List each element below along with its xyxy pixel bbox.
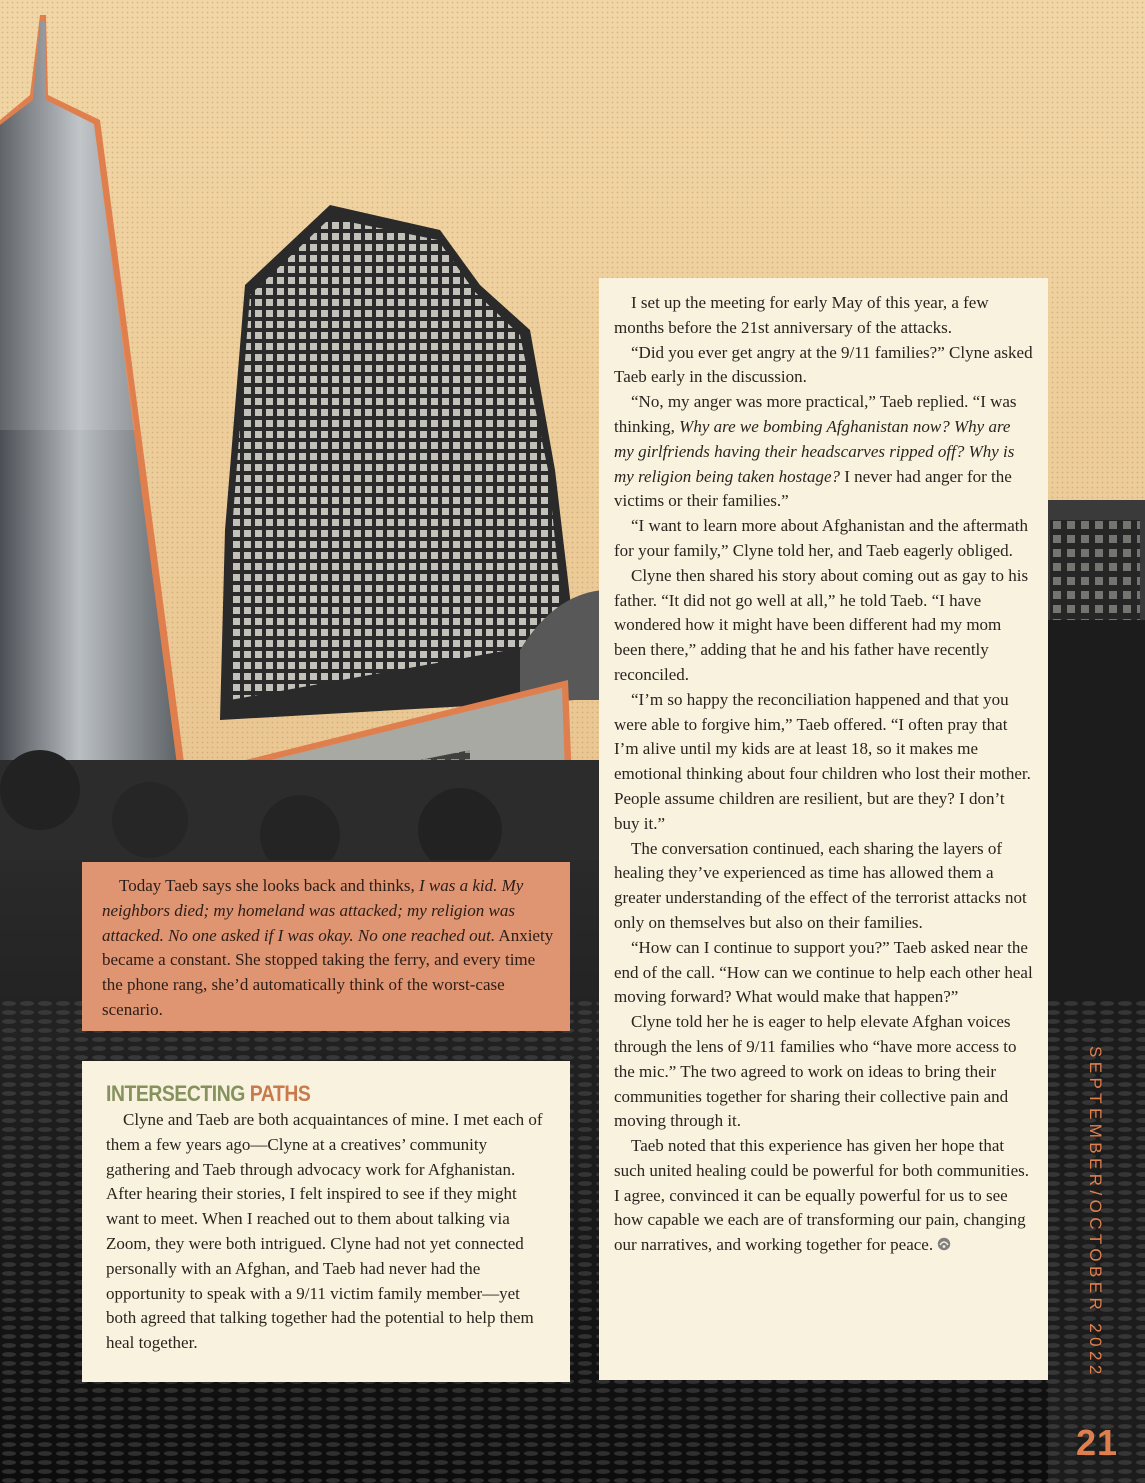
sidebar-body: Clyne and Taeb are both acquaintances of mine. I met each of them a few years ago—Clyne at a creatives’ community gathering and Taeb through advocacy work for Afghanistan. After hearing their stories, I felt inspired to see if they might want to meet. When I reached out to them about talking via Zoom, they were both intrigued. Clyne had not yet connected personally with an Afghan, and Taeb had never had the opportunity to speak with a 9/11 victim family member—yet both agreed that talking together had the potential to help them heal together. bbox=[106, 1110, 543, 1353]
article-paragraph bbox=[614, 291, 1034, 341]
pullquote-box bbox=[82, 862, 570, 1031]
article-paragraph-text: “I want to learn more about Afghanistan and the aftermath for your family,” Clyne told her, and Taeb eagerly obliged. bbox=[614, 516, 1028, 560]
article-main-column bbox=[599, 278, 1048, 1380]
article-paragraph-text: I never had anger for the victims or their families.” bbox=[614, 466, 1012, 511]
article-paragraph bbox=[614, 514, 1034, 564]
article-paragraph-text: “Did you ever get angry at the 9/11 families?” Clyne asked Taeb early in the discussion. bbox=[614, 342, 1033, 387]
article-paragraph-text: “How can I continue to support you?” Taeb asked near the end of the call. “How can we continue to help each other heal moving forward? What would make that happen?” bbox=[614, 937, 1033, 1007]
article-paragraph-text: I set up the meeting for early May of this year, a few months before the 21st anniversary of the attacks. bbox=[614, 293, 989, 337]
issue-date: SEPTEMBER/OCTOBER 2022 bbox=[1086, 1046, 1105, 1379]
article-paragraph-text: “I’m so happy the reconciliation happened and that you were able to forgive him,” Taeb offered. “I often pray that I’m alive until my kids are at least 18, so it makes me emotional thinking about four children who lost their mother. People assume children are resilient, but are they? I don’t buy it.” bbox=[614, 689, 1031, 833]
pullquote-text bbox=[102, 874, 556, 1023]
article-paragraph bbox=[614, 341, 1034, 391]
article-paragraph-text: Clyne told her he is eager to help elevate Afghan voices through the lens of 9/11 families who “have more access to the mic.” The two agreed to work on ideas to bring their communities together for sharing their collective pain and moving through it. bbox=[614, 1012, 1017, 1131]
page-number: 21 bbox=[1076, 1422, 1119, 1463]
article-paragraph bbox=[614, 688, 1034, 837]
article-paragraph-text: The conversation continued, each sharing the layers of healing they’ve experienced as time has allowed them a greater understanding of the effect of the terrorist attacks not only on themselves but also on their families. bbox=[614, 838, 1027, 932]
article-paragraph bbox=[614, 936, 1034, 1010]
article-paragraph bbox=[614, 564, 1034, 688]
article-paragraph bbox=[614, 1010, 1034, 1134]
sidebar-heading-word: INTERSECTING bbox=[106, 1081, 245, 1106]
article-paragraph-text: Taeb noted that this experience has given her hope that such united healing could be powerful for both communities. I agree, convinced it can be equally powerful for us to see how capable we each are of transforming our pain, changing our narratives, and working together for peace. bbox=[614, 1136, 1029, 1255]
article-paragraph bbox=[614, 837, 1034, 936]
article-paragraph-text: “No, my anger was more practical,” Taeb replied. “I was thinking, bbox=[614, 392, 1017, 436]
pullquote-text-part: Anxiety became a constant. She stopped taking the ferry, and every time the phone rang, she’d automatically think of the worst-case scenario. bbox=[102, 925, 554, 1019]
article-paragraph bbox=[614, 390, 1034, 514]
article-paragraph-text: Clyne then shared his story about coming out as gay to his father. “It did not go well at all,” he told Taeb. “I have wondered how it might have been different had my mom been there,” adding that he and his father have recently reconciled. bbox=[614, 565, 1029, 684]
sidebar-heading-word: PATHS bbox=[249, 1081, 311, 1106]
sidebar-heading bbox=[106, 1081, 498, 1107]
pullquote-text-part: Today Taeb says she looks back and thinks, bbox=[119, 876, 419, 895]
sidebar-intersecting-paths bbox=[82, 1061, 570, 1382]
end-of-article-icon bbox=[937, 1237, 951, 1251]
article-paragraph bbox=[614, 1134, 1034, 1258]
pullquote-text-italic: I was a kid. My neighbors died; my homeland was attacked; my religion was attacked. No one asked if I was okay. No one reached out. bbox=[102, 876, 524, 945]
article-paragraph-text: Why are we bombing Afghanistan now? Why are my girlfriends having their headscarves ripped off? Why is my religion being taken hostage? bbox=[614, 416, 1015, 486]
